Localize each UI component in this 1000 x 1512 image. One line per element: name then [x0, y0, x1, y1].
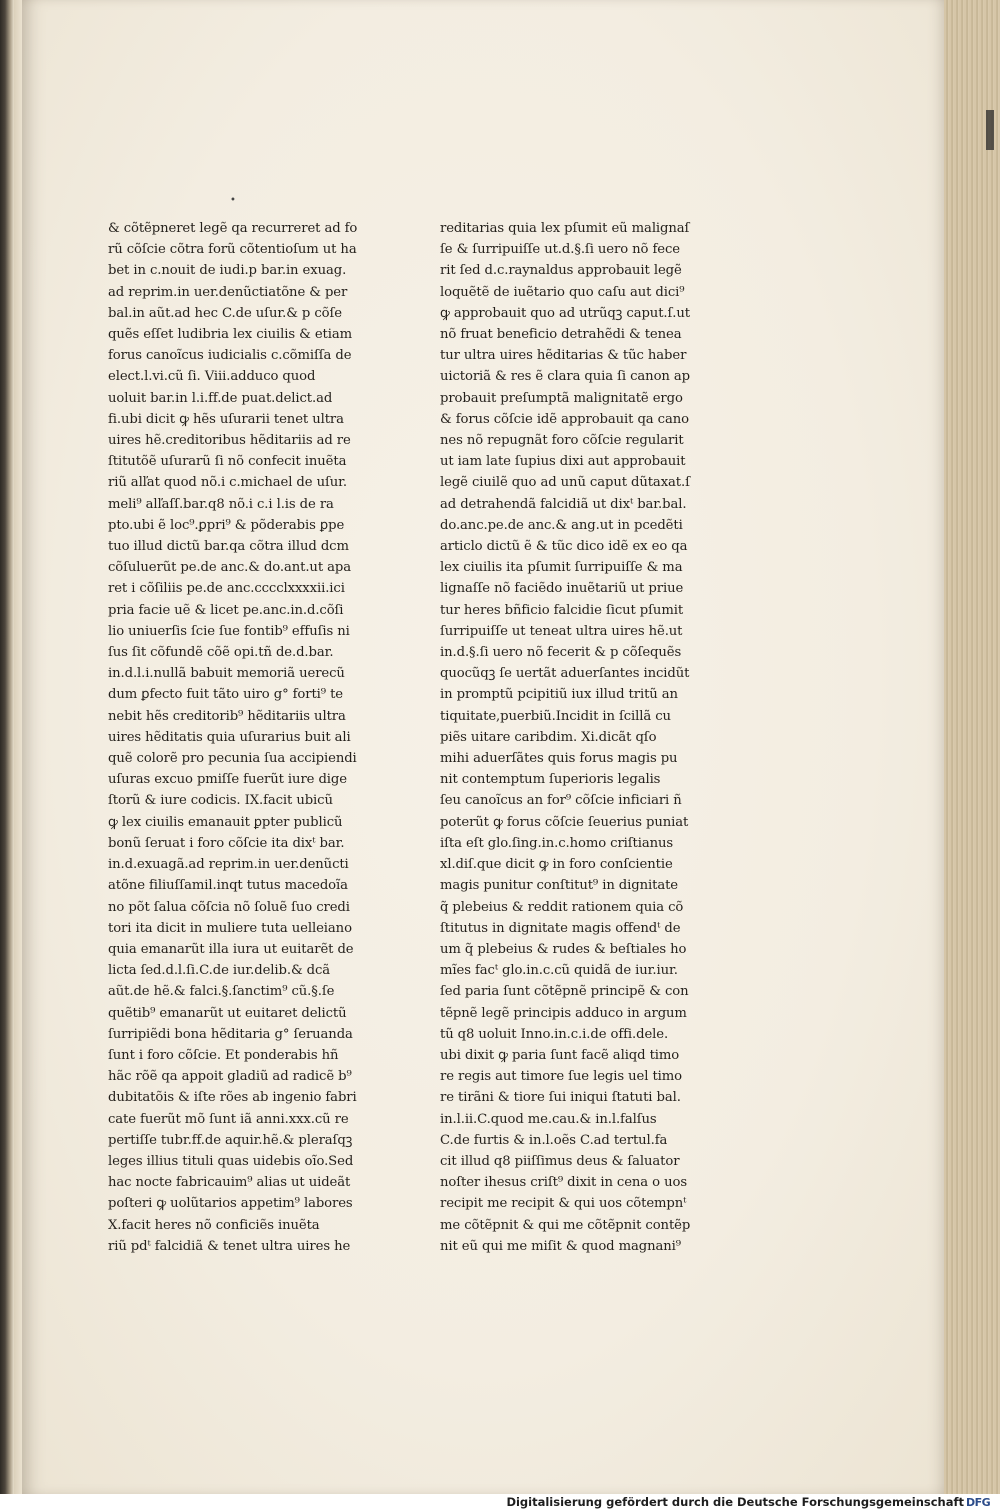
text-line: ret i cõſiliis pe.de anc.cccclxxxxii.ici — [108, 581, 345, 597]
text-line: nõ fruat beneficio detrahẽdi & tenea — [440, 327, 682, 343]
text-line: forus canoĩcus iudicialis c.cõmiſſa de — [108, 348, 352, 364]
text-line: ut iam late ſupius dixi aut approbauit — [440, 454, 686, 470]
footer-bar — [0, 1494, 1000, 1512]
text-line: no põt ſalua cõſcia nõ ſoluẽ ſuo credi — [108, 899, 350, 915]
text-line: re regis aut timore ſue legis uel timo — [440, 1069, 683, 1085]
text-line: uires hẽ.creditoribus hẽditariis ad re — [108, 433, 351, 449]
text-line: ſe & ſurripuiſſe ut.d.§.ſi uero nõ fece — [440, 242, 680, 258]
text-line: elect.l.vi.cũ ſi. Viii.adduco quod — [108, 369, 316, 385]
text-line: ubi dixit ꝙ paria ſunt facẽ aliqd timo — [440, 1047, 680, 1063]
text-line: in promptũ pcipitiũ iux illud tritũ an — [440, 687, 678, 703]
text-line: ſus ſit cõfundẽ cõẽ opi.tñ de.d.bar. — [108, 645, 334, 661]
book-gutter — [0, 0, 14, 1494]
text-line: rit ſed d.c.raynaldus approbauit legẽ — [440, 263, 682, 279]
text-line: pto.ubi ẽ loc⁹.ꝑpri⁹ & põderabis ꝑpe — [108, 517, 345, 533]
text-line: poſteri ꝙ uolũtarios appetim⁹ labores — [108, 1196, 353, 1212]
text-line: ſurripuiſſe ut teneat ultra uires hẽ.ut — [440, 623, 683, 639]
text-line: do.anc.pe.de anc.& ang.ut in pcedẽti — [440, 517, 683, 533]
text-line: ſtitutõẽ uſurarũ ſi nõ confecit inuẽta — [108, 454, 347, 470]
text-line: quẽ colorẽ pro pecunia ſua accipiendi — [108, 751, 357, 767]
page-edges — [944, 0, 1000, 1494]
right-text-column — [440, 218, 698, 1257]
text-line: probauit preſumptã malignitatẽ ergo — [440, 390, 683, 406]
text-line: uires hẽditatis quia uſurarius buit ali — [108, 729, 351, 745]
text-line: tuo illud dictũ bar.qa cõtra illud dcm — [108, 539, 349, 555]
text-line: quia emanarũt illa iura ut euitarẽt de — [108, 941, 354, 957]
text-line: lignaſſe nõ faciẽdo inuẽtariũ ut priue — [440, 581, 684, 597]
text-line: ſurripiẽdi bona hẽditaria g° ſeruanda — [108, 1026, 353, 1042]
text-line: quocũqꝫ ſe uertãt aduerſantes incidũt — [440, 666, 690, 682]
text-line: in.l.ii.C.quod me.cau.& in.l.falſus — [440, 1111, 657, 1127]
text-line: hac nocte fabricauim⁹ alias ut uideãt — [108, 1175, 351, 1191]
text-line: lex ciuilis ita pſumit ſurripuiſſe & ma — [440, 560, 683, 576]
text-line: cõſuluerũt pe.de anc.& do.ant.ut apa — [108, 560, 351, 576]
text-line: iſta eſt glo.ſing.in.c.homo criſtianus — [440, 835, 674, 851]
text-line: ad detrahendã falcidiã ut dixᵗ bar.bal. — [440, 496, 687, 512]
text-line: legẽ ciuilẽ quo ad unũ caput dũtaxat.ſ — [440, 475, 690, 491]
text-line: re tirãni & tiore ſui iniqui ſtatuti bal. — [440, 1090, 681, 1106]
text-line: tũ q8 uoluit Inno.in.c.i.de offi.dele. — [440, 1026, 669, 1042]
text-line: dum ꝑfecto fuit tãto uiro g° forti⁹ te — [108, 687, 343, 703]
text-line: quẽs eſſet ludibria lex ciuilis & etiam — [108, 327, 353, 343]
text-line: in.d.exuagã.ad reprim.in uer.denũcti — [108, 857, 349, 873]
text-line: mihi aduerſãtes quis forus magis pu — [440, 751, 678, 767]
dfg-logo-icon: DFG — [966, 1496, 991, 1509]
text-line: hãc rõẽ qa appoit gladiũ ad radicẽ b⁹ — [108, 1069, 352, 1085]
text-line: ꝙ lex ciuilis emanauit ꝑpter publicũ — [108, 814, 343, 830]
text-line: xl.diſ.que dicit ꝙ in foro conſcientie — [440, 857, 673, 873]
text-line: tẽpnẽ legẽ principis adduco in argum — [440, 1005, 687, 1021]
text-line: leges illius tituli quas uidebis oĩo.Sed — [108, 1153, 354, 1169]
text-line: bet in c.nouit de iudi.p bar.in exuag. — [108, 263, 347, 279]
text-line: noſter ihesus criſt⁹ dixit in cena o uos — [440, 1175, 687, 1191]
text-line: tur heres bñficio falcidie ſicut pſumit — [440, 602, 684, 618]
text-line: atõne filiuſſamil.inqt tutus macedoĩa — [108, 878, 348, 894]
text-line: quẽtib⁹ emanarũt ut euitaret delictũ — [108, 1005, 347, 1021]
text-line: nes nõ repugnãt foro cõſcie regularit — [440, 433, 684, 449]
text-line: in.d.l.i.nullã babuit memoriã uerecũ — [108, 666, 345, 682]
text-line: tur ultra uires hẽditarias & tũc haber — [440, 348, 687, 364]
text-line: licta ſed.d.l.ſi.C.de iur.delib.& dcã — [108, 963, 331, 979]
text-line: q̃ plebeius & reddit rationem quia cõ — [440, 899, 684, 915]
text-line: fi.ubi dicit ꝙ hẽs uſurarii tenet ultra — [108, 411, 344, 427]
text-line: aũt.de hẽ.& falci.§.ſanctim⁹ cũ.§.ſe — [108, 984, 335, 1000]
text-line: ſed paria ſunt cõtẽpnẽ principẽ & con — [440, 984, 689, 1000]
text-line: riũ alľat quod nõ.i c.michael de uſur. — [108, 475, 347, 491]
text-line: uſuras excuo pmiſſe fuerũt iure dige — [108, 772, 347, 788]
text-line: meli⁹ alľaſſ.bar.q8 nõ.i c.i l.is de ra — [108, 496, 334, 512]
text-line: ſunt i foro cõſcie. Et ponderabis hñ — [108, 1047, 339, 1063]
text-line: C.de furtis & in.l.oẽs C.ad tertul.fa — [440, 1132, 668, 1148]
text-line: mĩes facᵗ glo.in.c.cũ quidã de iur.iur. — [440, 963, 678, 979]
text-line: bonũ ſeruat i foro cõſcie ita dixᵗ bar. — [108, 835, 345, 851]
text-line: & cõtẽpneret legẽ qa recurreret ad fo — [108, 221, 358, 236]
text-line: reditarias quia lex pſumit eũ malignaſ — [440, 221, 690, 236]
text-line: cit illud q8 piiſſimus deus & ſaluator — [440, 1153, 680, 1169]
text-line: poterũt ꝙ forus cõſcie ſeuerius puniat — [440, 814, 689, 830]
left-text-column — [108, 218, 370, 1257]
text-line: recipit me recipit & qui uos cõtempnᵗ — [440, 1196, 687, 1212]
text-line: & forus cõſcie idẽ approbauit qa cano — [440, 411, 689, 427]
text-line: uoluit bar.in l.i.ff.de puat.delict.ad — [108, 390, 333, 406]
text-line: tori ita dicit in muliere tuta uelleiano — [108, 920, 352, 936]
text-line: pertiſſe tubr.ff.de aquir.hẽ.& pleraſqꝫ — [108, 1132, 353, 1148]
text-line: nebit hẽs creditorib⁹ hẽditariis ultra — [108, 708, 346, 724]
text-line: ad reprim.in uer.denũctiatõne & per — [108, 284, 348, 300]
text-line: bal.in aũt.ad hec C.de uſur.& p cõſe — [108, 305, 342, 321]
text-line: in.d.§.ſi uero nõ fecerit & p cõſequẽs — [440, 645, 682, 661]
text-line: riũ pdᵗ falcidiã & tenet ultra uires he — [108, 1238, 351, 1254]
text-line: ſeu canoĩcus an for⁹ cõſcie inficiari ñ — [440, 793, 682, 809]
text-line: articlo dictũ ẽ & tũc dico idẽ ex eo qa — [440, 539, 688, 555]
text-line: loquẽtẽ de iuẽtario quo caſu aut dici⁹ — [440, 284, 685, 300]
text-line: cate fuerũt mõ ſunt iã anni.xxx.cũ re — [108, 1111, 349, 1127]
text-line: nit eũ qui me miſit & quod magnani⁹ — [440, 1238, 681, 1254]
text-line: rũ cõſcie cõtra forũ cõtentioſum ut ha — [108, 242, 357, 258]
text-line: nit contemptum ſuperioris legalis — [440, 772, 661, 788]
text-line: X.facit heres nõ conficiẽs inuẽta — [108, 1217, 320, 1233]
text-line: ſtorũ & iure codicis. IX.facit ubicũ — [108, 793, 333, 809]
text-line: ſtitutus in dignitate magis offendᵗ de — [440, 920, 681, 936]
footer-credit: Digitalisierung gefördert durch die Deutsche Forschungsgemeinschaft — [506, 1495, 964, 1509]
text-line: magis punitur conſtitut⁹ in dignitate — [440, 878, 678, 894]
ink-dot: • — [230, 195, 236, 206]
scan-calibration-mark — [986, 110, 994, 150]
text-line: me cõtẽpnit & qui me cõtẽpnit contẽp — [440, 1217, 691, 1233]
text-line: ꝙ approbauit quo ad utrũqꝫ caput.ſ.ut — [440, 305, 690, 321]
text-line: lio uniuerſis ſcie ſue fontib⁹ effuſis ni — [108, 623, 350, 639]
text-line: pria facie uẽ & licet pe.anc.in.d.cõſi — [108, 602, 344, 618]
text-line: dubitatõis & iſte rões ab ingenio fabri — [108, 1090, 357, 1106]
text-line: tiquitate,puerbiũ.Incidit in ſcillã cu — [440, 708, 671, 724]
text-line: um q̃ plebeius & rudes & beſtiales ho — [440, 941, 687, 957]
text-line: piẽs uitare caribdim. Xi.dicãt qſo — [440, 729, 657, 745]
text-line: uictoriã & res ẽ clara quia ſi canon ap — [440, 369, 690, 385]
